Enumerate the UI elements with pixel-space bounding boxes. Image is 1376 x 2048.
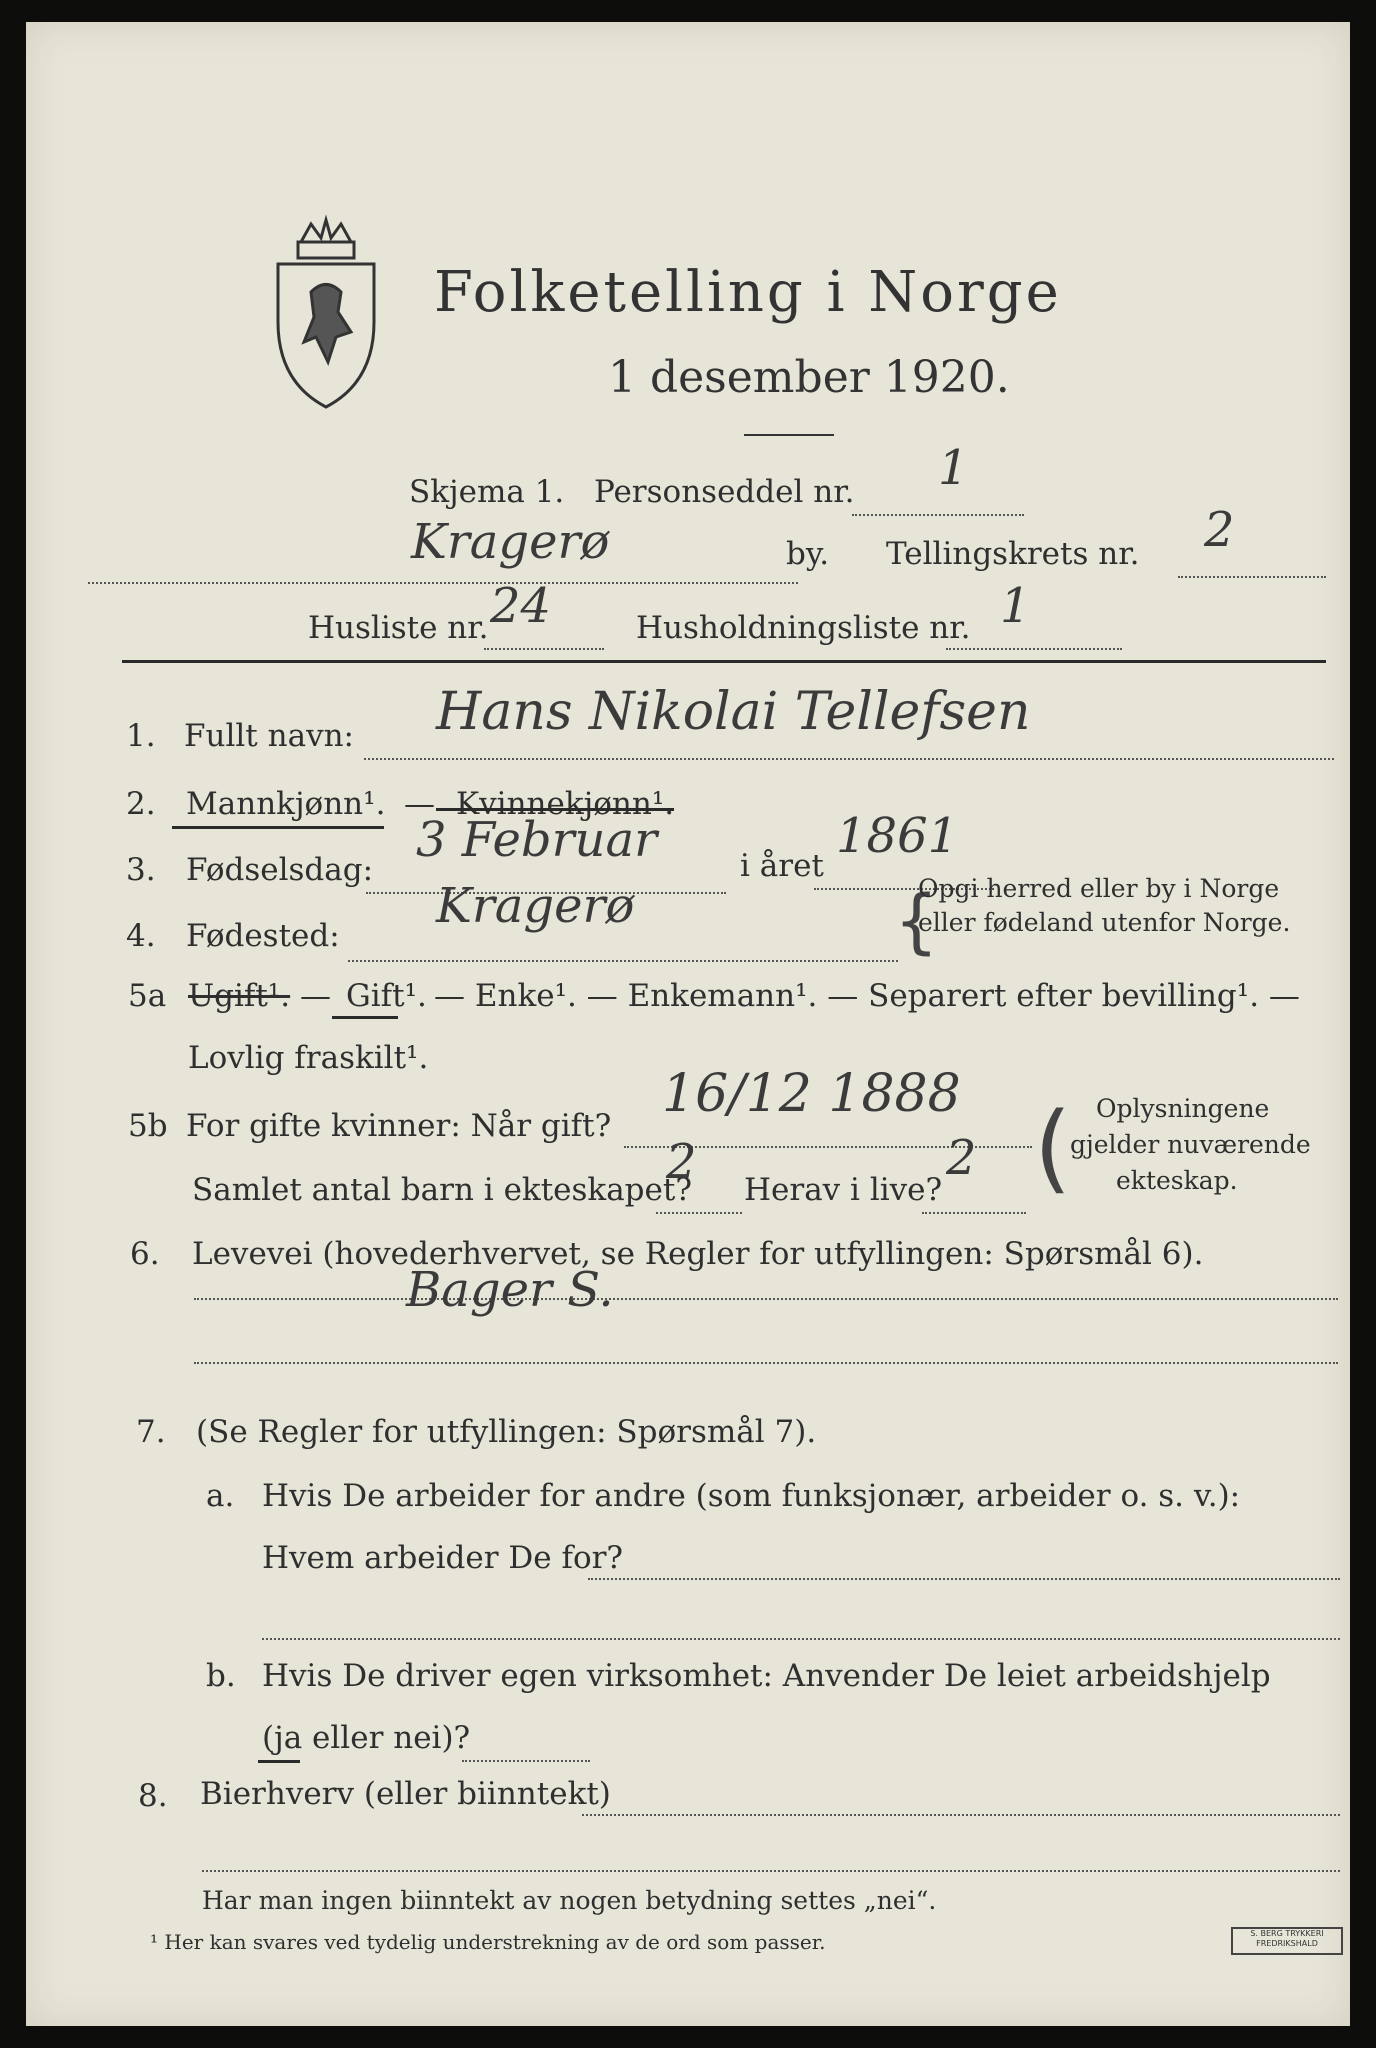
by-label: by. xyxy=(786,536,830,572)
husholdning-field[interactable] xyxy=(946,648,1122,650)
q3-label: Fødselsdag: xyxy=(186,852,374,888)
q4-number: 4. xyxy=(126,918,156,954)
option-kvinnekjonn[interactable]: Kvinnekjønn¹. xyxy=(456,786,675,822)
personseddel-value: 1 xyxy=(938,440,969,496)
full-name-field[interactable] xyxy=(364,758,1334,760)
q7-label: (Se Regler for utfyllingen: Spørsmål 7). xyxy=(196,1414,817,1450)
option-gift[interactable]: Gift¹. xyxy=(346,978,427,1014)
q4-note-line2: eller fødeland utenfor Norge. xyxy=(918,908,1291,937)
occupation-field-2[interactable] xyxy=(194,1362,1338,1364)
full-name-value: Hans Nikolai Tellefsen xyxy=(436,682,1031,742)
form-title: Folketelling i Norge xyxy=(434,260,1062,325)
q6-label: Levevei (hovederhvervet, se Regler for utfyllingen: Spørsmål 6). xyxy=(192,1236,1204,1272)
q5b-number: 5b xyxy=(128,1108,168,1144)
ja-underline xyxy=(258,1760,300,1763)
employer-field-2[interactable] xyxy=(262,1638,1340,1640)
town-value: Kragerø xyxy=(411,514,610,570)
q4-brace: { xyxy=(894,880,939,962)
gift-underline xyxy=(332,1016,398,1019)
option-mannkjonn[interactable]: Mannkjønn¹. xyxy=(186,786,386,822)
q5b-note-line3: ekteskap. xyxy=(1116,1166,1238,1195)
alive-field[interactable] xyxy=(922,1212,1026,1214)
children-label: Samlet antal barn i ekteskapet? xyxy=(192,1172,692,1208)
birthyear-value: 1861 xyxy=(836,808,959,864)
census-date: 1 desember 1920. xyxy=(608,352,1010,403)
title-divider xyxy=(744,434,834,436)
q8-number: 8. xyxy=(138,1778,168,1814)
birthplace-value: Kragerø xyxy=(436,878,635,934)
year-label: i året xyxy=(740,848,824,884)
alive-value: 2 xyxy=(946,1130,977,1186)
q5a-other-options[interactable]: — Enke¹. — Enkemann¹. — Separert efter bevilling¹. — xyxy=(434,978,1300,1014)
occupation-value: Bager S. xyxy=(406,1262,614,1318)
q8-note: Har man ingen biinntekt av nogen betydning settes „nei“. xyxy=(202,1886,937,1915)
q3-number: 3. xyxy=(126,852,156,888)
header-divider xyxy=(122,660,1326,663)
q7a-letter: a. xyxy=(206,1478,235,1514)
children-field[interactable] xyxy=(656,1212,742,1214)
census-form-sheet xyxy=(26,22,1350,2026)
mannkjonn-underline xyxy=(172,826,384,829)
tellingskrets-value: 2 xyxy=(1204,502,1235,558)
q1-number: 1. xyxy=(126,718,156,754)
printer-stamp: S. BERG TRYKKERI FREDRIKSHALD xyxy=(1231,1927,1343,1955)
tellingskrets-field[interactable] xyxy=(1178,576,1326,578)
norwegian-coat-of-arms-icon xyxy=(266,212,386,412)
q7-number: 7. xyxy=(136,1414,166,1450)
q5b-brace: ( xyxy=(1034,1092,1072,1204)
husliste-label: Husliste nr. xyxy=(308,610,489,646)
q1-label: Fullt navn: xyxy=(184,718,354,754)
q6-number: 6. xyxy=(130,1236,160,1272)
q4-label: Fødested: xyxy=(186,918,340,954)
q7a-question: Hvem arbeider De for? xyxy=(262,1540,624,1576)
q5b-note-line1: Oplysningene xyxy=(1096,1094,1270,1123)
personseddel-field[interactable] xyxy=(852,514,1024,516)
husliste-field[interactable] xyxy=(484,648,604,650)
hired-help-field[interactable] xyxy=(462,1760,590,1762)
employer-field-1[interactable] xyxy=(588,1578,1340,1580)
q8-label: Bierhverv (eller biinntekt) xyxy=(200,1776,611,1812)
occupation-field-1[interactable] xyxy=(194,1298,1338,1300)
q7a-text: Hvis De arbeider for andre (som funksjonær, arbeider o. s. v.): xyxy=(262,1478,1241,1514)
option-lovlig-fraskilt[interactable]: Lovlig fraskilt¹. xyxy=(188,1040,429,1076)
side-income-field-2[interactable] xyxy=(202,1870,1340,1872)
q2-separator: — xyxy=(404,786,435,822)
husliste-value: 24 xyxy=(490,578,552,634)
option-ugift[interactable]: Ugift¹. xyxy=(188,978,291,1014)
q5a-number: 5a xyxy=(128,978,167,1014)
husholdning-label: Husholdningsliste nr. xyxy=(636,610,971,646)
q7b-question: (ja eller nei)? xyxy=(262,1720,471,1756)
q5b-note-line2: gjelder nuværende xyxy=(1070,1130,1311,1159)
marriage-date-value: 16/12 1888 xyxy=(662,1064,961,1124)
children-value: 2 xyxy=(666,1134,697,1190)
footnote: ¹ Her kan svares ved tydelig understrekning av de ord som passer. xyxy=(150,1930,826,1954)
q5a-dash: — xyxy=(300,978,331,1014)
birthplace-field[interactable] xyxy=(348,960,898,962)
personseddel-label: Personseddel nr. xyxy=(594,474,855,510)
husholdning-value: 1 xyxy=(1000,578,1031,634)
town-field[interactable] xyxy=(88,582,798,584)
q7b-text: Hvis De driver egen virksomhet: Anvender De leiet arbeidshjelp xyxy=(262,1658,1271,1694)
q4-note-line1: Opgi herred eller by i Norge xyxy=(918,874,1280,903)
side-income-field-1[interactable] xyxy=(582,1814,1340,1816)
q2-number: 2. xyxy=(126,786,156,822)
q5b-label: For gifte kvinner: Når gift? xyxy=(186,1108,612,1144)
tellingskrets-label: Tellingskrets nr. xyxy=(886,536,1140,572)
kvinnekjonn-underline xyxy=(436,808,674,811)
q7b-letter: b. xyxy=(206,1658,236,1694)
schema-prefix: Skjema 1. xyxy=(409,474,565,510)
alive-label: Herav i live? xyxy=(744,1172,943,1208)
birthdate-value: 3 Februar xyxy=(416,812,658,868)
